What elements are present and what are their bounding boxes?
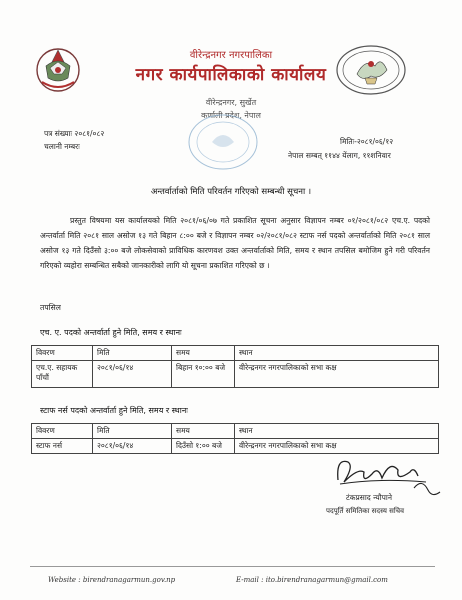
table-cell: दिउँसो १:०० बजे [172,439,235,454]
table-cell: २०८१/०६/१४ [93,439,172,454]
table-header-cell: विवरण [32,424,93,439]
table-cell: वीरेन्द्रनगर नगरपालिकाको सभा कक्ष [235,439,439,454]
notice-body [40,213,430,273]
section2-title: स्टाफ नर्स पदको अन्तर्वार्ता हुने मिति, समय र स्थानः [40,406,188,415]
table-header-row [32,346,439,361]
municipality-name: वीरेन्द्रनगर नगरपालिका [189,50,273,61]
patra-sankhya: पत्र संख्याः २०८१/०८२ [44,129,105,138]
table-cell: २०८१/०६/१४ [93,361,172,388]
table-header-row [32,424,439,439]
table-cell: एच.ए. सहायक पाँचौं [32,361,93,388]
signatory-name: टंकप्रसाद न्यौपाने [345,493,393,502]
footer-email: E-mail : ito.birendranagarmun@gmail.com [236,576,388,584]
table-header-cell: स्थान [235,346,439,361]
ha-interview-table [31,345,439,388]
table-row [32,361,439,388]
office-title: नगर कार्यपालिकाको कार्यालय [135,65,327,85]
chalani-number: चलानी नम्बरः [44,142,80,151]
table-header-cell: मिति [93,346,172,361]
address-line-2: कर्णाली प्रदेश, नेपाल [201,111,261,120]
nepal-sambat-date: नेपाल सम्बत् ११४४ येंलाग, ११शनिवार [288,151,391,160]
table-header-cell: विवरण [32,346,93,361]
table-header-cell: समय [172,424,235,439]
office-seal-icon [186,112,260,172]
notice-subject: अन्तर्वार्ताको मिति परिवर्तन गरिएको सम्बन्धी सूचना । [150,187,312,197]
footer-website: Website : birendranagarmun.gov.np [48,576,176,584]
table-cell: वीरेन्द्रनगर नगरपालिकाको सभा कक्ष [235,361,439,388]
table-cell: बिहान १०:०० बजे [172,361,235,388]
table-header-cell: मिति [93,424,172,439]
table-cell: स्टाफ नर्स [32,439,93,454]
table-header-cell: समय [172,346,235,361]
section1-title: एच. ए. पदको अन्तर्वार्ता हुने मिति, समय र स्थानः [40,328,182,337]
letter-date: मितिः-२०८१/०६/१२ [340,137,394,146]
signatory-post: पदपूर्ति समितिका सदस्य सचिव [326,507,404,515]
table-header-cell: स्थान [235,424,439,439]
footer-divider [30,566,435,567]
notice-paragraph: प्रस्तुत विषयमा यस कार्यालयको मिति २०८१/०६/०७ गते प्रकाशित सूचना अनुसार विज्ञापन नम्बर ०१/२०८१/०८२ एच.ए. पदको अन्तर्वार्ता मिति २०८१ साल असोज १३ गते बिहान ८:०० बजे र विज्ञापन नम्बर ०२/२०८१/०८२ स्टाफ नर्स पदको अन्तर्वार्ताको मिति २०८१ साल असोज १३ गते दिउँसो ३:०० बजे लोकसेवाको प्राविधिक कारणवश उक्त अन्तर्वार्ताको मिति, समय र स्थान तपसिल बमोजिम हुने गरी परिवर्तन गरिएको व्यहोरा सम्बन्धित सबैको जानकारीको लागि यो सूचना प्रकाशित गरिएको छ । [40,216,430,270]
tapsil-label: तपसिल [40,303,61,312]
address-line-1: वीरेन्द्रनगर, सुर्खेत [205,98,257,107]
